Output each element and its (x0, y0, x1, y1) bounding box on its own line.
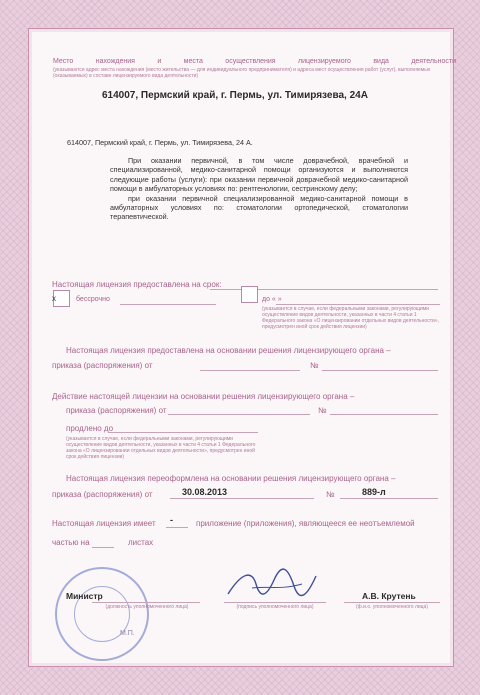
signature-scribble (222, 564, 322, 604)
signature-caption: (подпись уполномоченного лица) (236, 604, 314, 610)
main-address: 614007, Пермский край, г. Пермь, ул. Тимирязева, 24А (102, 90, 368, 101)
extended-note: (указывается в случае, если федеральными законами, регулирующими осуществление видов деятельности, указанных в части 4 статьи 1 Федерального закона «О лицензировании отдельных видов деятельности», предусмотрен иной срок действия лицензии) (66, 436, 256, 460)
action-label: Действие настоящей лицензии на основании решения лицензирующего органа – (52, 392, 355, 401)
basis-label: Настоящая лицензия предоставлена на основании решения лицензирующего органа – (66, 346, 391, 355)
sheets-suffix: листах (128, 538, 154, 547)
until-note: (указывается в случае, если федеральными законами, регулирующими осуществление видов деятельности, указанных в части 4 статьи 1 Федерального закона «О лицензировании отдельных видов деятельности», предусмотрен иной срок действия лицензии) (262, 306, 439, 330)
reissue-number: 889-л (362, 487, 386, 497)
until-checkbox[interactable] (241, 286, 258, 303)
indefinite-checkbox[interactable] (53, 290, 70, 307)
address-header-note: (указываются адрес места нахождения (место жительства — для индивидуального предпринимателя) и адреса мест осуществления работ (услуг), выполняемых (оказываемых) в составе лицензируемого вида деятельности) (53, 67, 431, 79)
reissue-date: 30.08.2013 (182, 487, 228, 497)
reissue-order: приказа (распоряжения) от (52, 490, 153, 499)
services-paragraph-2: при оказании первичной специализированной медико-санитарной помощи в амбулаторных условиях по: стоматологии ортопедической, стоматологии терапевтической. (110, 193, 408, 222)
name-caption: (ф.и.о. уполномоченного лица) (356, 604, 428, 610)
term-label: Настоящая лицензия предоставлена на срок: (52, 280, 222, 289)
services-text (110, 156, 408, 222)
sheets-label: частью на (52, 538, 90, 547)
seal-place-mark: М.П. (120, 630, 135, 637)
signer-name: А.В. Крутень (362, 591, 416, 601)
action-order: приказа (распоряжения) от (66, 406, 167, 415)
checkbox-mark: x (52, 294, 56, 303)
services-paragraph-1: При оказании первичной, в том числе доврачебной, врачебной и специализированной, медико-санитарной помощи организуются и выполняются следующие работы (услуги): при оказании первичной доврачебной медико-санитарной помощи в амбулаторных условиях по: рентгенологии, сестринскому делу; (110, 156, 408, 194)
address-header: Место нахождения и места осуществления лицензируемого вида деятельности (53, 58, 456, 65)
position-caption: (должность уполномоченного лица) (105, 604, 189, 610)
indefinite-label: бессрочно (76, 296, 110, 303)
address-line: 614007, Пермский край, г. Пермь, ул. Тимирязева, 24 А. (67, 138, 253, 147)
attachments-count: - (170, 515, 173, 525)
basis-order: приказа (распоряжения) от (52, 361, 153, 370)
basis-number-label: № (310, 361, 319, 370)
minister-label: Министр (66, 591, 103, 601)
reissue-number-label: № (326, 490, 335, 499)
extended-label: продлено до (66, 424, 114, 433)
until-label: до « » (262, 296, 282, 303)
attachments-label: Настоящая лицензия имеет (52, 519, 156, 528)
action-number-label: № (318, 406, 327, 415)
attachments-suffix: приложение (приложения), являющееся ее неотъемлемой (196, 519, 415, 528)
reissue-label: Настоящая лицензия переоформлена на основании решения лицензирующего органа – (66, 474, 396, 483)
